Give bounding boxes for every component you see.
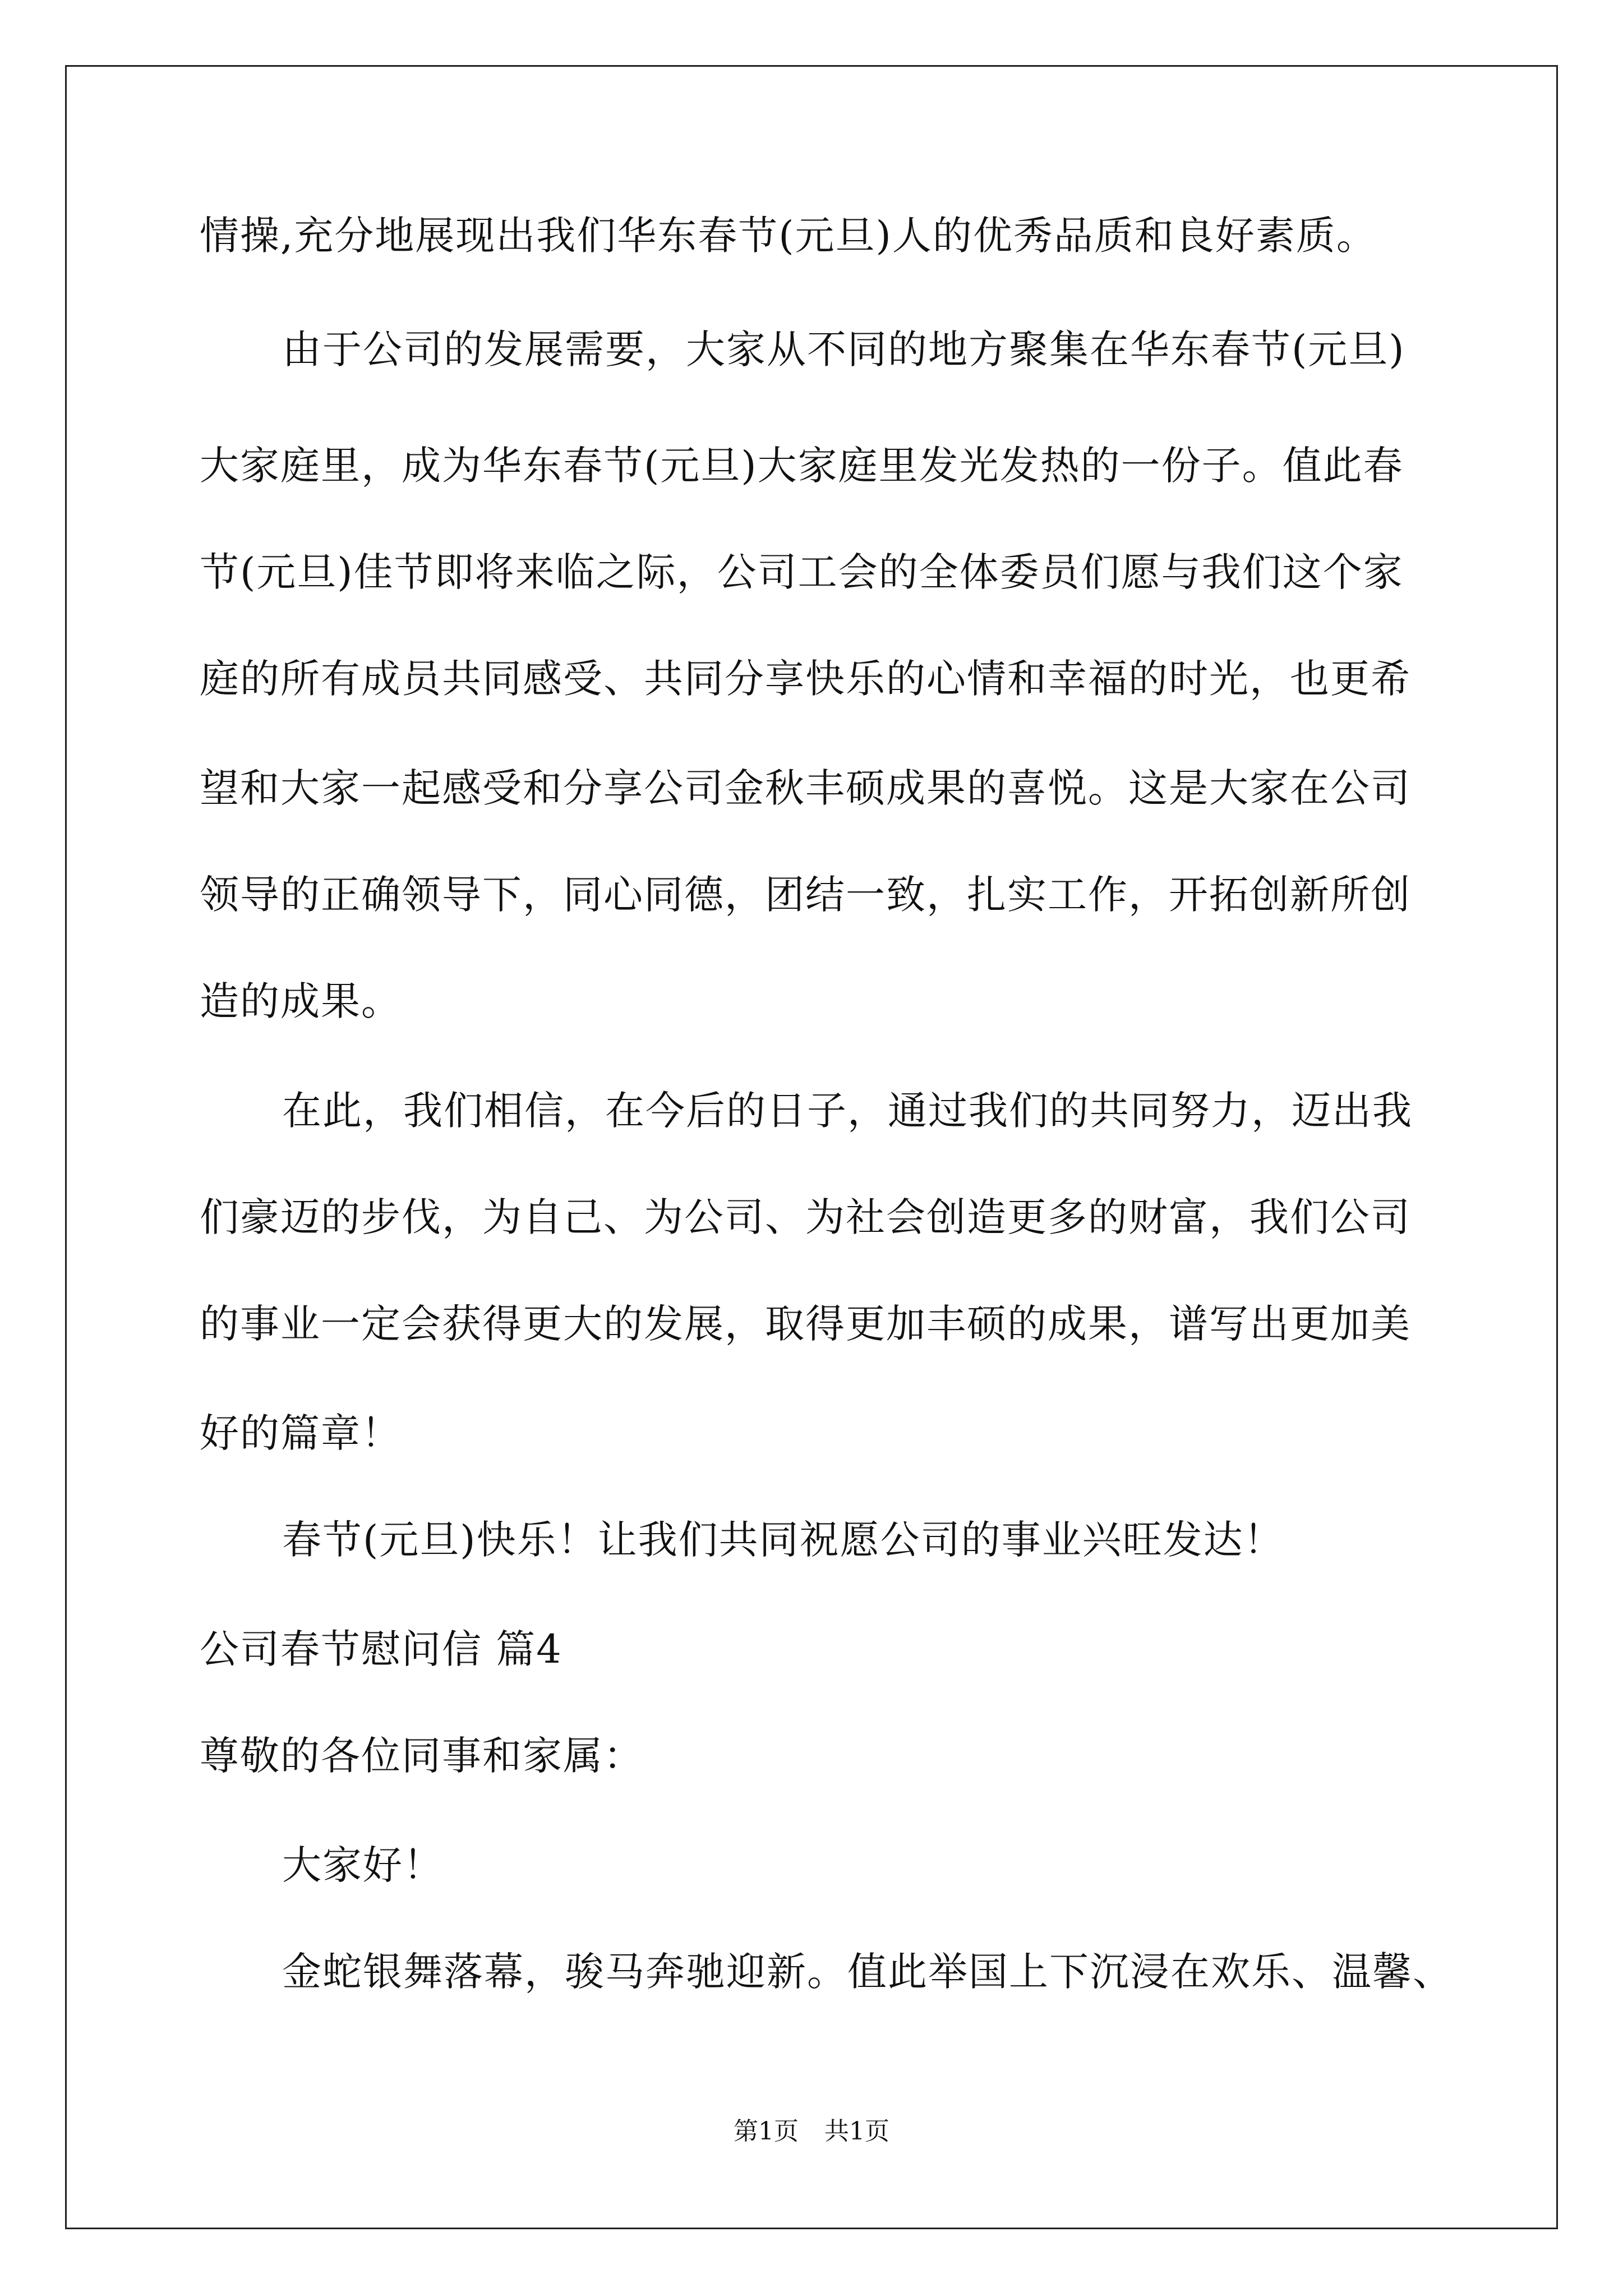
paragraph-line: 情操,充分地展现出我们华东春节(元旦)人的优秀品质和良好素质。 [200,213,1377,259]
paragraph-line: 造的成果。 [200,978,402,1024]
page-border [65,65,1558,2229]
paragraph-line: 望和大家一起感受和分享公司金秋丰硕成果的喜悦。这是大家在公司 [200,765,1411,811]
paragraph-line: 由于公司的发展需要，大家从不同的地方聚集在华东春节(元旦) [282,326,1405,372]
page-number-total: 共1页 [824,2117,889,2146]
paragraph-line: 春节(元旦)快乐！让我们共同祝愿公司的事业兴旺发达！ [282,1517,1284,1563]
page-footer [0,2115,1623,2148]
paragraph-line: 在此，我们相信，在今后的日子，通过我们的共同努力，迈出我 [282,1088,1413,1134]
salutation: 尊敬的各位同事和家属： [200,1733,644,1779]
section-heading: 公司春节慰问信 篇4 [200,1626,562,1672]
paragraph-line: 领导的正确领导下，同心同德，团结一致，扎实工作，开拓创新所创 [200,872,1411,918]
paragraph-line: 们豪迈的步伐，为自己、为公司、为社会创造更多的财富，我们公司 [200,1194,1411,1240]
page-number-current: 第1页 [734,2117,799,2146]
paragraph-line: 节(元旦)佳节即将来临之际，公司工会的全体委员们愿与我们这个家 [200,549,1404,595]
paragraph-line: 金蛇银舞落幕，骏马奔驰迎新。值此举国上下沉浸在欢乐、温馨、 [282,1949,1453,1995]
paragraph-line: 的事业一定会获得更大的发展，取得更加丰硕的成果，谱写出更加美 [200,1301,1411,1347]
paragraph-line: 好的篇章！ [200,1410,402,1456]
paragraph-line: 庭的所有成员共同感受、共同分享快乐的心情和幸福的时光，也更希 [200,656,1411,702]
greeting: 大家好！ [282,1842,444,1888]
paragraph-line: 大家庭里，成为华东春节(元旦)大家庭里发光发热的一份子。值此春 [200,443,1404,489]
